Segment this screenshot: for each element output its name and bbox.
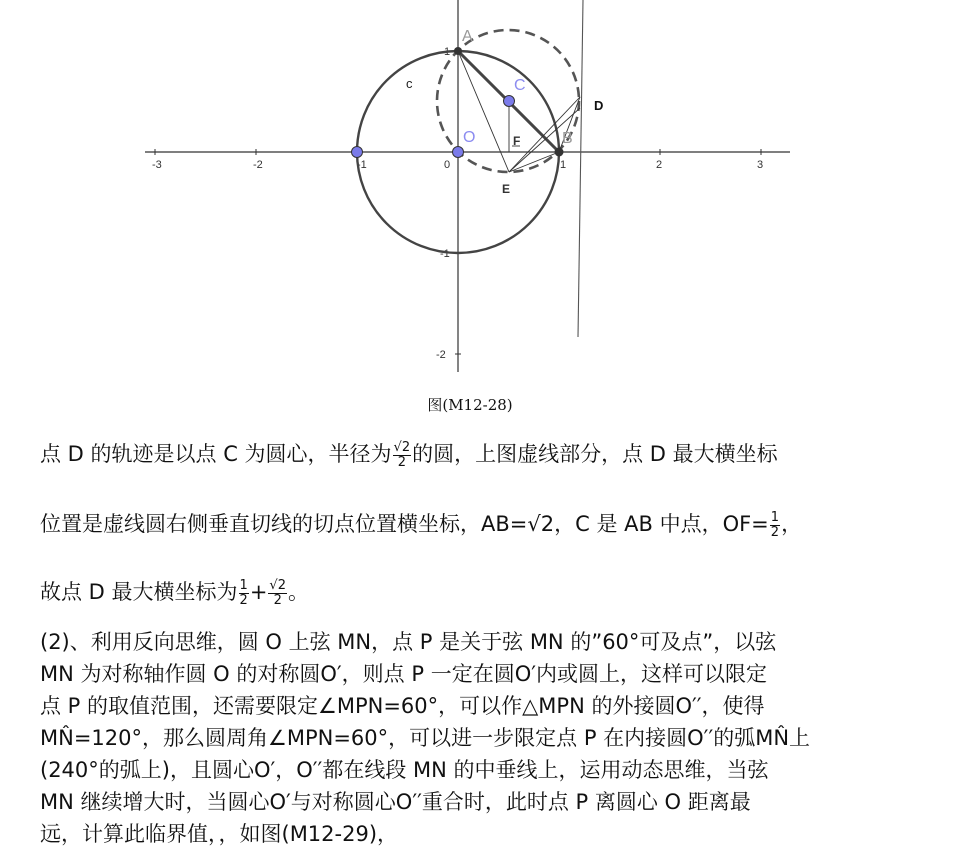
point-O	[453, 147, 464, 158]
fraction-numerator: √2	[269, 577, 286, 593]
paragraph-line: (240°的弧上)，且圆心O′，O′′都在线段 MN 的中垂线上，运用动态思维，当弦	[40, 758, 769, 782]
coordinate-figure	[0, 0, 963, 390]
x-tick-label: -2	[253, 159, 263, 171]
text-segment: 点 D 的轨迹是以点 C 为圆心，半径为	[40, 442, 392, 466]
label-c-curve: c	[406, 76, 413, 91]
plus-sign: +	[249, 580, 268, 604]
x-tick-label: -1	[357, 159, 367, 171]
paragraph-line-3	[40, 576, 309, 608]
paragraph-line-1	[40, 438, 778, 470]
text-segment: 位置是虚线圆右侧垂直切线的切点位置横坐标，AB=√2，C 是 AB 中点，OF=	[40, 512, 769, 536]
fraction-sqrt2-over-2	[268, 579, 287, 608]
text-segment: 。	[287, 580, 309, 604]
paragraph-line: MN̂=120°，那么圆周角∠MPN=60°，可以进一步限定点 P 在内接圆O′′的弧MN̂上	[40, 726, 811, 750]
label-E: E	[502, 182, 511, 196]
fraction-numerator: √2	[393, 439, 411, 455]
fraction-denominator: 2	[239, 592, 248, 608]
text-segment: 故点 D 最大横坐标为	[40, 580, 238, 604]
label-D: D	[594, 98, 604, 113]
label-F: F	[513, 134, 521, 148]
point-A	[454, 47, 462, 55]
fraction-denominator: 2	[273, 592, 282, 608]
point-B	[555, 148, 564, 157]
fraction-sqrt2-over-2	[393, 441, 412, 470]
paragraph-line: 远，计算此临界值，，如图(M12-29)，	[40, 822, 399, 846]
label-C: C	[514, 77, 526, 94]
x-tick-label: 3	[757, 159, 764, 171]
y-tick-label: -2	[436, 349, 446, 361]
tangent-line	[578, 0, 583, 337]
text-segment: 的圆，上图虚线部分，点 D 最大横坐标	[412, 442, 778, 466]
label-A: A	[462, 28, 473, 45]
fraction-denominator: 2	[397, 454, 406, 470]
fraction-one-half	[239, 579, 249, 608]
paragraph-line: MN 继续增大时，当圆心O′与对称圆心O′′重合时，此时点 P 离圆心 O 距离最	[40, 790, 751, 814]
fraction-numerator: 1	[770, 509, 780, 525]
y-tick-label: 1	[444, 46, 451, 58]
fraction-one-half	[770, 511, 780, 540]
x-tick-label: 0	[444, 159, 451, 171]
paragraph-part-2	[40, 626, 810, 850]
label-O: O	[463, 129, 476, 146]
point-minus1	[352, 147, 363, 158]
point-C	[504, 96, 515, 107]
x-tick-label: -3	[152, 159, 162, 171]
label-B: B	[562, 130, 573, 147]
paragraph-line: 点 P 的取值范围，还需要限定∠MPN=60°，可以作△MPN 的外接圆O′′，使得	[40, 694, 765, 718]
x-tick-label: 2	[656, 159, 663, 171]
x-tick-label: 1	[560, 159, 567, 171]
paragraph-line-2	[40, 508, 802, 540]
fraction-denominator: 2	[770, 524, 780, 540]
paragraph-line: (2)、利用反向思维，圆 O 上弦 MN，点 P 是关于弦 MN 的”60°可及点”，以弦	[40, 630, 777, 654]
y-tick-label: -1	[440, 248, 450, 260]
figure-caption: 图(M12-28)	[427, 396, 513, 414]
fraction-numerator: 1	[239, 577, 248, 593]
text-segment: ，	[781, 512, 803, 536]
paragraph-line: MN 为对称轴作圆 O 的对称圆O′，则点 P 一定在圆O′内或圆上，这样可以限定	[40, 662, 767, 686]
